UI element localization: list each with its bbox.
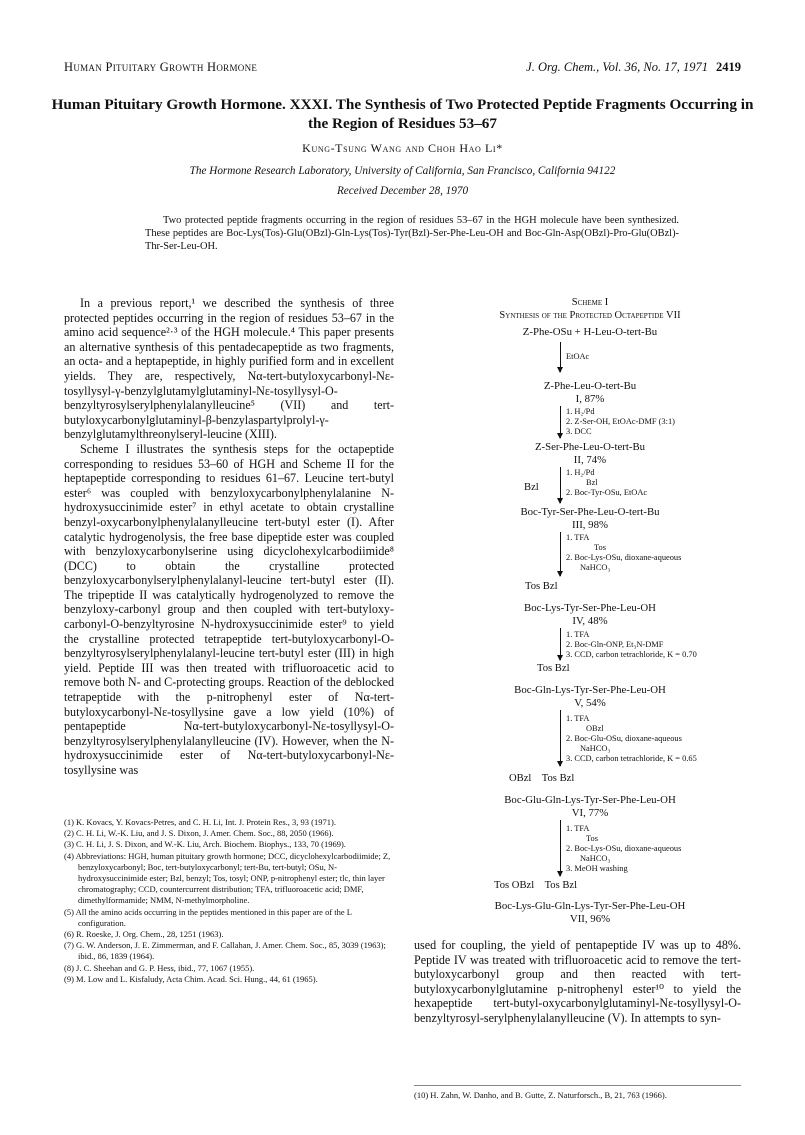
footnote: (5) All the amino acids occurring in the peptides mentioned in this paper are of the L configuration. (64, 906, 352, 928)
scheme-caption (420, 296, 760, 322)
compound-iv: Boc-Lys-Tyr-Ser-Phe-Leu-OH (524, 602, 656, 614)
condition-reagent: NaHCO₃ (580, 563, 611, 572)
protecting-groups: Tos OBzl Tos Bzl (494, 880, 578, 891)
protecting-groups: OBzl Tos Bzl (509, 773, 575, 784)
reaction-conditions (566, 824, 681, 874)
reaction-conditions (566, 630, 697, 660)
footnotes (64, 817, 394, 985)
condition-step: 1. TFA (566, 533, 590, 542)
footnote: (6) R. Roeske, J. Org. Chem., 28, 1251 (1963). (64, 929, 224, 940)
body-column-right: used for coupling, the yield of pentapeptide IV was up to 48%. Peptide IV was treated with trifluoroacetic acid to remove the tert-butyloxycarbonyl group and then reacted with tert-butyloxycarbonylglutamine p-nitrophenyl ester¹⁰ to yield the hexapeptide tert-butyl-oxycarbonylglutaminyl-Nε-tosyllysyl-O-benzyltyrosyl-serylphenylalanylleucine (V). In attempts to syn- (414, 938, 741, 1025)
condition-step: 3. CCD, carbon tetrachloride, K = 0.70 (566, 650, 697, 659)
condition-group: OBzl (586, 724, 604, 733)
running-title: Human Pituitary Growth Hormone (64, 60, 258, 74)
reaction-condition: EtOAc (566, 352, 590, 361)
compound-vi-yield: VI, 77% (571, 807, 609, 819)
condition-group: Tos (594, 543, 606, 552)
condition-step: 1. TFA (566, 824, 590, 833)
reaction-conditions (566, 533, 681, 573)
condition-step: 1. TFA (566, 630, 590, 639)
authors: Kung-Tsung Wang and Choh Hao Li* (302, 141, 503, 155)
reaction-arrow (560, 532, 561, 576)
body-column-left (64, 296, 394, 778)
footnote: (4) Abbreviations: HGH, human pituitary growth hormone; DCC, dicyclohexylcarbodiimide; Z, benzyloxycarbonyl; Boc, tert-butyloxycarbonyl; tert-Bu, tert-butyl; OSu, N-hydroxysuccinimide ester; Bzl, benzyl; Tos, tosyl; ONP, p-nitrophenyl ester; tlc, thin layer chromatography; CCD, countercurrent distribution; TFA, trifluoroacetic acid; DMF, dimethylformamide; NMM, N-methylmorpholine. (64, 850, 391, 906)
page-header (64, 60, 741, 78)
protecting-groups: Tos Bzl (525, 581, 558, 592)
compound-vi: Boc-Glu-Gln-Lys-Tyr-Ser-Phe-Leu-OH (504, 794, 676, 806)
condition-step: 3. DCC (566, 427, 592, 436)
condition-step: 1. TFA (566, 714, 590, 723)
condition-step: 2. Boc-Lys-OSu, dioxane-aqueous (566, 553, 682, 562)
abstract: Two protected peptide fragments occurring in the region of residues 53–67 in the HGH molecule have been synthesized. These peptides are Boc-Lys(Tos)-Glu(OBzl)-Gln-Lys(Tos)-Tyr(Bzl)-Ser-Phe-Leu-OH and Boc-Gln-Asp(OBzl)-Pro-Glu(OBzl)-Thr-Ser-Leu-OH. (145, 215, 679, 252)
compound-vii: Boc-Lys-Glu-Gln-Lys-Tyr-Ser-Phe-Leu-OH (494, 900, 686, 912)
compound-vii-yield: VII, 96% (569, 913, 611, 925)
footnote: (10) H. Zahn, W. Danho, and B. Gutte, Z. Naturforsch., B, 21, 763 (1966). (414, 1085, 741, 1101)
scheme-start: Z-Phe-OSu + H-Leu-O-tert-Bu (522, 326, 658, 338)
reaction-arrow (560, 820, 561, 876)
footnote: (8) J. C. Sheehan and G. P. Hess, ibid., 77, 1067 (1955). (64, 962, 255, 973)
condition-step: 2. Z-Ser-OH, EtOAc-DMF (3:1) (566, 417, 675, 426)
protecting-group: Bzl (524, 482, 539, 493)
condition-group: Bzl (586, 478, 598, 487)
compound-i: Z-Phe-Leu-O-tert-Bu (543, 380, 637, 392)
journal-citation (526, 60, 741, 75)
reaction-arrow (560, 467, 561, 503)
condition-group: Tos (586, 834, 598, 843)
compound-ii: Z-Ser-Phe-Leu-O-tert-Bu (534, 441, 646, 453)
footnote: (7) G. W. Anderson, J. E. Zimmerman, and F. Callahan, J. Amer. Chem. Soc., 85, 3039 (1963); ibid., 86, 1839 (1964). (64, 940, 386, 962)
received-date: Received December 28, 1970 (336, 185, 469, 197)
compound-i-yield: I, 87% (575, 393, 605, 405)
paragraph: Scheme I illustrates the synthesis steps for the octapeptide corresponding to residues 53–60 of HGH and Scheme II for the heptapeptide corresponding to residues 61–67. Leucine tert-butyl ester⁶ was coupled with benzyloxycarbonylphenylalanine N-hydroxysuccinimide ester⁷ in ethyl acetate to obtain crystalline benzyl-oxycarbonylphenylalanylleucine tert-butyl ester (I). After catalytic hydrogenolysis, the free base dipeptide ester was coupled with benzyloxycarbonylserine using dicyclohexylcarbodiimide⁸ (DCC) to obtain the crystalline protected benzyloxycarbonylserylphenylalanyl-leucine tert-butyl ester (II). The tripeptide II was catalytically hydrogenolyzed to remove the benzyloxy-carbonyl group and then coupled with tert-butyloxy-carbonyl-O-benzyltyrosine N-hydroxysuccinimide ester⁹ to yield the crystalline protected tetrapeptide tert-butyloxycarbonyl-O-benzyltyrosylserylphenylalanyl-leucine tert-butyl ester (III) in high yield. Peptide III was then treated with trifluoroacetic acid to remove both N- and C-protecting groups. Reaction of the deblocked tetrapeptide with the p-nitrophenyl ester of Nα-tert-butyloxycarbonyl-Nε-tosyllysine gave a low yield (10%) of pentapeptide Nα-tert-butyloxycarbonyl-Nε-tosyllysyl-O-benzyltyrosylserylphenylalanylleucine (IV). However, when the N-hydroxysuccinimide ester of Nα-tert-butyloxycarbonyl-Nε-tosyllysine was (64, 441, 394, 777)
footnote: (9) M. Low and L. Kisfaludy, Acta Chim. Acad. Sci. Hung., 44, 61 (1965). (64, 973, 318, 984)
condition-step: 3. MeOH washing (566, 864, 628, 873)
condition-reagent: NaHCO₃ (580, 744, 611, 753)
citation-text: J. Org. Chem., Vol. 36, No. 17, 1971 (526, 60, 708, 74)
compound-iii: Boc-Tyr-Ser-Phe-Leu-O-tert-Bu (520, 506, 660, 518)
condition-step: 2. Boc-Tyr-OSu, EtOAc (566, 488, 648, 497)
protecting-groups: Tos Bzl (537, 663, 570, 674)
compound-iii-yield: III, 98% (572, 519, 608, 531)
compound-v-yield: V, 54% (574, 697, 606, 709)
compound-v: Boc-Gln-Lys-Tyr-Ser-Phe-Leu-OH (514, 684, 666, 696)
footnote: (3) C. H. Li, J. S. Dixon, and W.-K. Liu, Arch. Biochem. Biophys., 133, 70 (1969). (64, 839, 346, 850)
condition-reagent: NaHCO₃ (580, 854, 611, 863)
page-number: 2419 (716, 60, 741, 74)
compound-iv-yield: IV, 48% (572, 615, 608, 627)
reaction-arrow (560, 628, 561, 660)
condition-step: 3. CCD, carbon tetrachloride, K = 0.65 (566, 754, 697, 763)
paragraph: In a previous report,¹ we described the synthesis of three protected peptides occurring in the region of residues 53–67 in the amino acid sequence²·³ of the HGH molecule.⁴ This paper presents an alternative synthesis of this pentadecapeptide as two fragments, an octa- and a heptapeptide, in highly purified form and in excellent yields. They are, respectively, Nα-tert-butyloxycarbonyl-Nε-tosyllysyl-γ-benzylglutamylglutaminyl-Nε-tosyllysyl-O-benzyltyrosylserylphenylalanylleucine⁵ (VII) and tert-butyloxycarbonylglutaminyl-β-benzylaspartylprolyl-γ-benzylglutamylthreonylseryl-leucine (XIII). (64, 296, 394, 442)
reaction-arrow (560, 406, 561, 438)
affiliation: The Hormone Research Laboratory, University of California, San Francisco, California 94122 (189, 165, 616, 177)
footnote: (2) C. H. Li, W.-K. Liu, and J. S. Dixon, J. Amer. Chem. Soc., 88, 2050 (1966). (64, 828, 334, 839)
reaction-conditions (566, 468, 647, 498)
condition-step: 1. H₂/Pd (566, 468, 595, 477)
footnote: (1) K. Kovacs, Y. Kovacs-Petres, and C. H. Li, Int. J. Protein Res., 3, 93 (1971). (64, 817, 336, 827)
reaction-conditions (566, 407, 675, 437)
reaction-arrow (560, 342, 561, 372)
reaction-arrow (560, 710, 561, 766)
condition-step: 2. Boc-Gln-ONP, Et₃N-DMF (566, 640, 664, 649)
condition-step: 2. Boc-Lys-OSu, dioxane-aqueous (566, 844, 682, 853)
condition-step: 1. H₂/Pd (566, 407, 595, 416)
reaction-conditions (566, 714, 697, 764)
condition-step: 2. Boc-Glu-OSu, dioxane-aqueous (566, 734, 682, 743)
scheme-label: Scheme I (571, 297, 609, 308)
compound-ii-yield: II, 74% (573, 454, 607, 466)
scheme-title: Synthesis of the Protected Octapeptide VII (499, 310, 681, 321)
article-title: Human Pituitary Growth Hormone. XXXI. The Synthesis of Two Protected Peptide Fragments Occurring in the Region of Residues 53–67 (51, 96, 754, 132)
